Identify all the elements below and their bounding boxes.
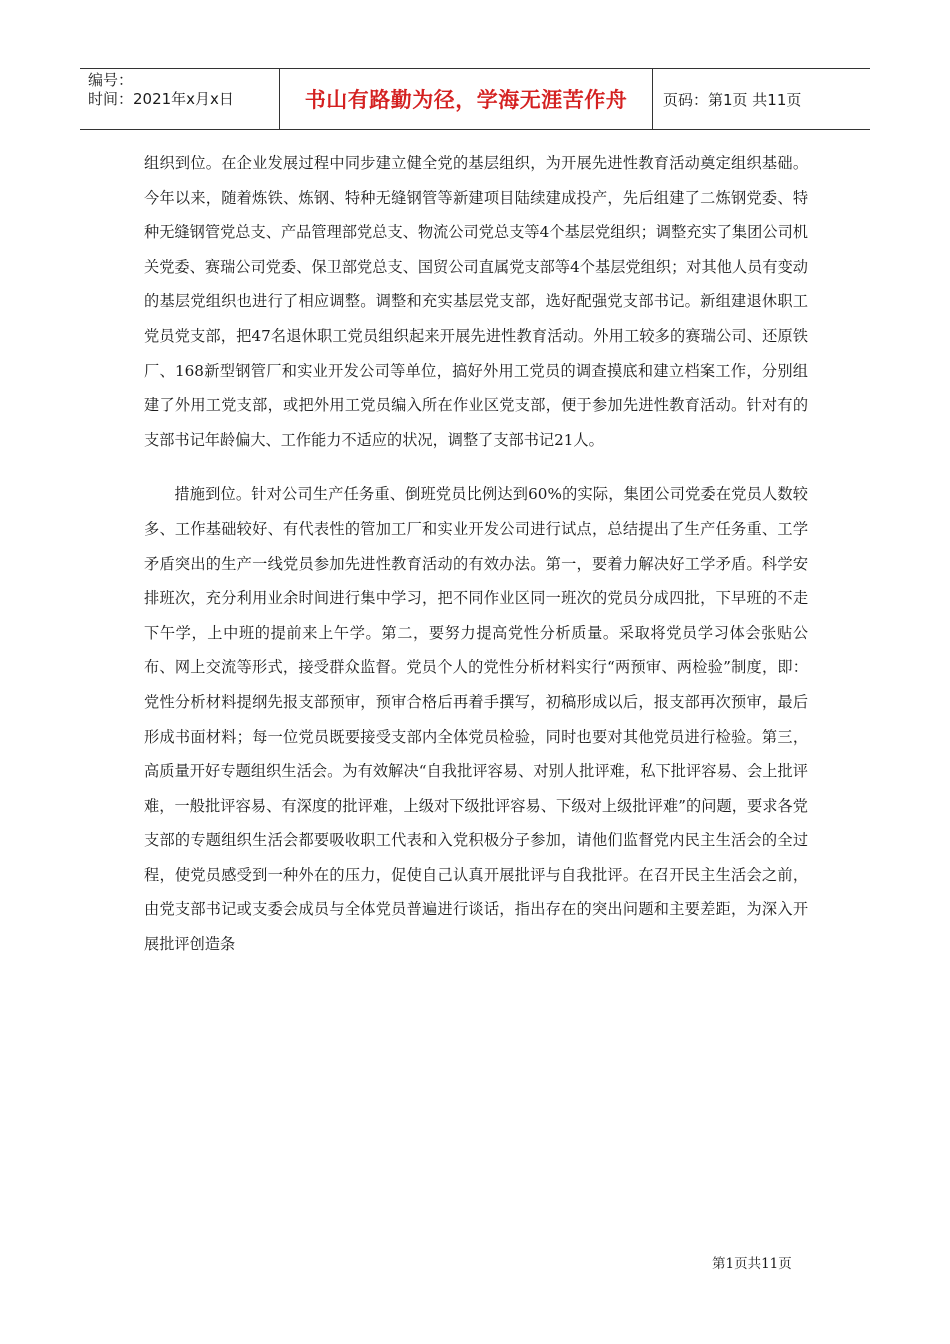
header-motto: 书山有路勤为径，学海无涯苦作舟	[280, 69, 653, 129]
document-number-label: 编号：	[88, 71, 134, 89]
page-header	[80, 68, 870, 130]
document-body	[144, 146, 808, 962]
document-time-label: 时间：2021年x月x日	[88, 90, 234, 108]
paragraph-organization: 组织到位。在企业发展过程中同步建立健全党的基层组织，为开展先进性教育活动奠定组织基础。今年以来，随着炼铁、炼钢、特种无缝钢管等新建项目陆续建成投产，先后组建了二炼钢党委、特种无缝钢管党总支、产品管理部党总支、物流公司党总支等4个基层党组织；调整充实了集团公司机关党委、赛瑞公司党委、保卫部党总支、国贸公司直属党支部等4个基层党组织；对其他人员有变动的基层党组织也进行了相应调整。调整和充实基层党支部，选好配强党支部书记。新组建退休职工党员党支部，把47名退休职工党员组织起来开展先进性教育活动。外用工较多的赛瑞公司、还原铁厂、168新型钢管厂和实业开发公司等单位，搞好外用工党员的调查摸底和建立档案工作，分别组建了外用工党支部，或把外用工党员编入所在作业区党支部，便于参加先进性教育活动。针对有的支部书记年龄偏大、工作能力不适应的状况，调整了支部书记21人。	[144, 154, 808, 449]
page-footer: 第1页共11页	[712, 1256, 792, 1272]
header-meta	[80, 69, 280, 129]
paragraph-measures: 措施到位。针对公司生产任务重、倒班党员比例达到60%的实际，集团公司党委在党员人数较多、工作基础较好、有代表性的管加工厂和实业开发公司进行试点，总结提出了生产任务重、工学矛盾突出的生产一线党员参加先进性教育活动的有效办法。第一，要着力解决好工学矛盾。科学安排班次，充分利用业余时间进行集中学习，把不同作业区同一班次的党员分成四批，下早班的不走下午学，上中班的提前来上午学。第二，要努力提高党性分析质量。采取将党员学习体会张贴公布、网上交流等形式，接受群众监督。党员个人的党性分析材料实行“两预审、两检验”制度，即：党性分析材料提纲先报支部预审，预审合格后再着手撰写，初稿形成以后，报支部再次预审，最后形成书面材料；每一位党员既要接受支部内全体党员检验，同时也要对其他党员进行检验。第三，高质量开好专题组织生活会。为有效解决“自我批评容易、对别人批评难，私下批评容易、会上批评难，一般批评容易、有深度的批评难，上级对下级批评容易、下级对上级批评难”的问题，要求各党支部的专题组织生活会都要吸收职工代表和入党积极分子参加，请他们监督党内民主生活会的全过程，使党员感受到一种外在的压力，促使自己认真开展批评与自我批评。在召开民主生活会之前，由党支部书记或支委会成员与全体党员普遍进行谈话，指出存在的突出问题和主要差距，为深入开展批评创造条	[144, 485, 808, 954]
header-page-info: 页码：第1页 共11页	[663, 90, 802, 109]
